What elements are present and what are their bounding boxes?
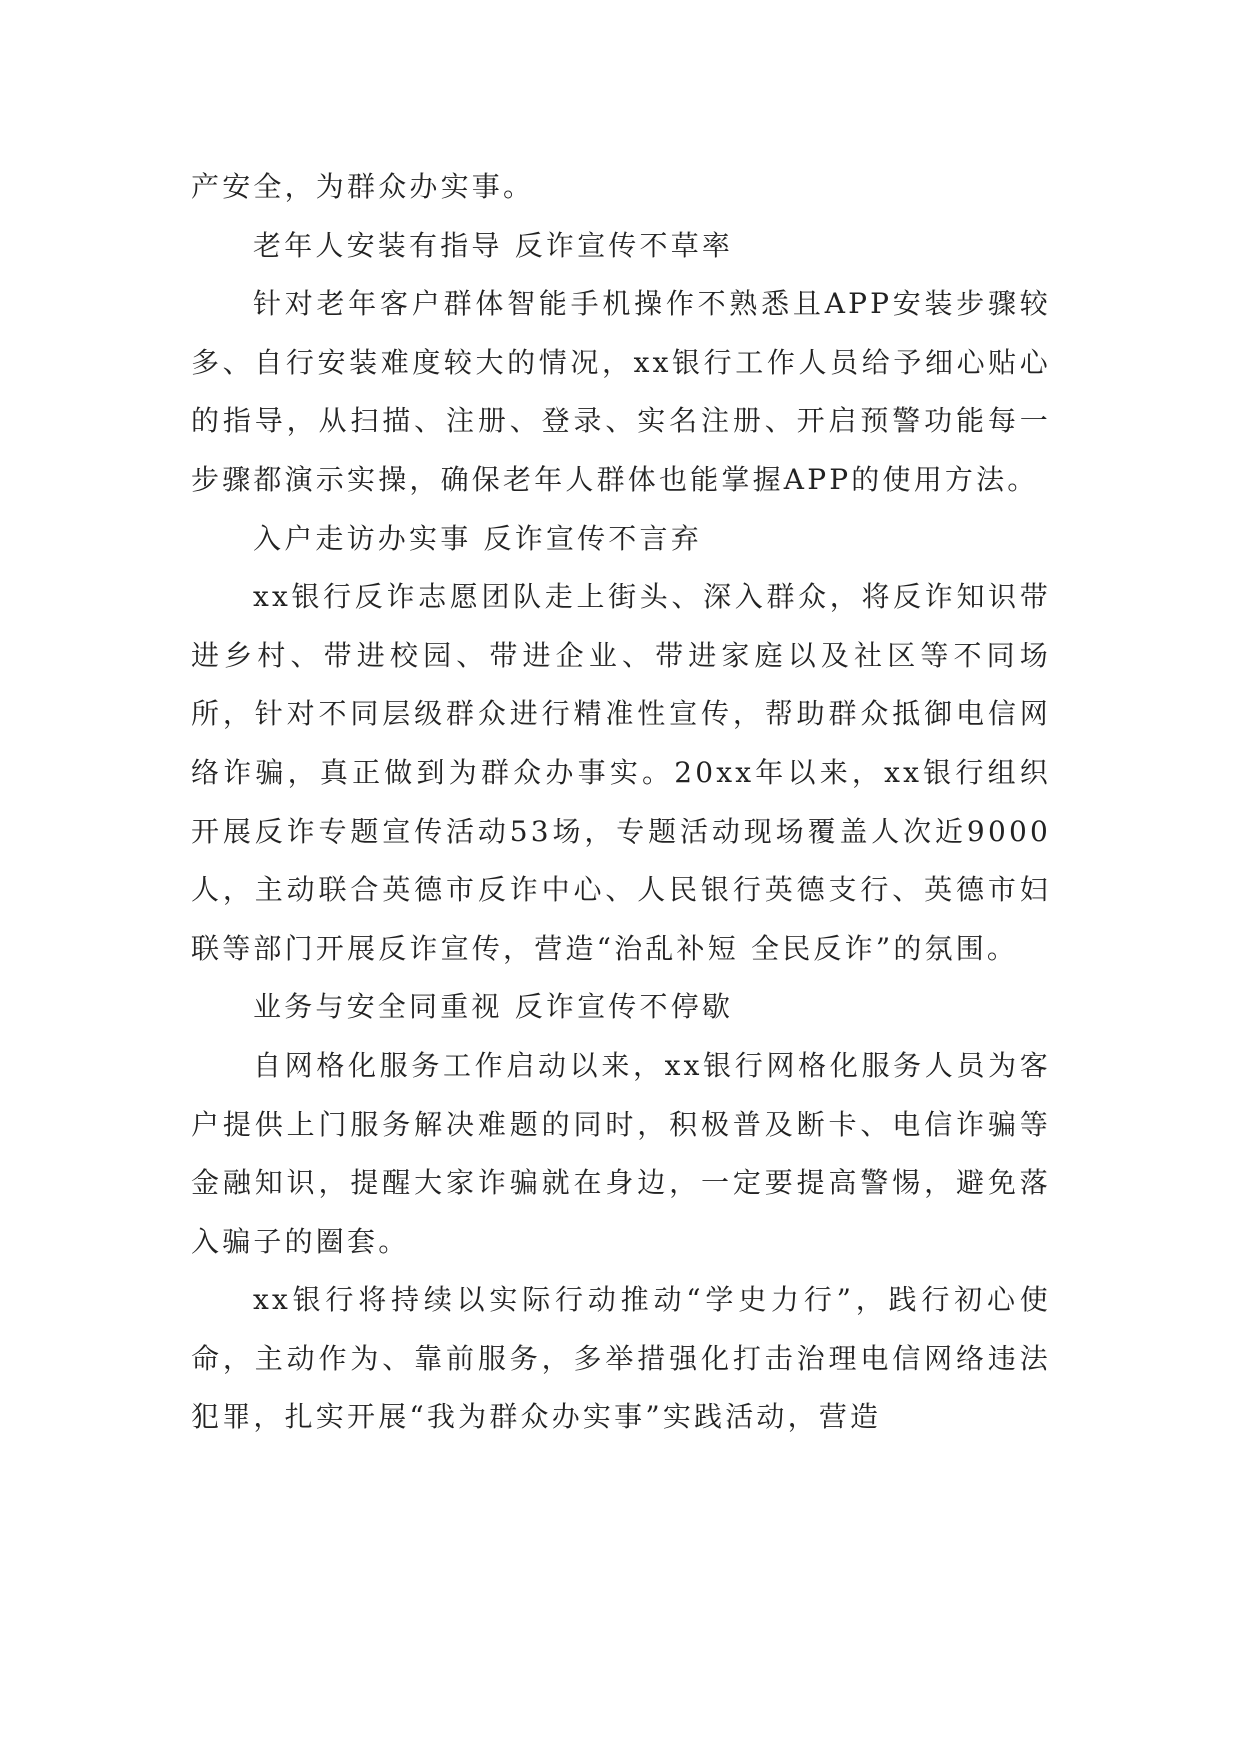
section-heading-home-visits: 入户走访办实事 反诈宣传不言弃 xyxy=(253,521,702,555)
body-paragraph-elderly-guidance: 针对老年客户群体智能手机操作不熟悉且APP安装步骤较多、自行安装难度较大的情况，xx银行工作人员给予细心贴心的指导，从扫描、注册、登录、实名注册、开启预警功能每一步骤都演示实操，确保老年人群体也能掌握APP的使用方法。 xyxy=(191,287,1051,496)
document-body xyxy=(191,158,1051,1447)
body-paragraph-home-visits: xx银行反诈志愿团队走上街头、深入群众，将反诈知识带进乡村、带进校园、带进企业、带进家庭以及社区等不同场所，针对不同层级群众进行精准性宣传，帮助群众抵御电信网络诈骗，真正做到为群众办事实。20xx年以来，xx银行组织开展反诈专题宣传活动53场，专题活动现场覆盖人次近9000人，主动联合英德市反诈中心、人民银行英德支行、英德市妇联等部门开展反诈宣传，营造“治乱补短 全民反诈”的氛围。 xyxy=(191,580,1051,965)
body-paragraph-closing: xx银行将持续以实际行动推动“学史力行”，践行初心使命，主动作为、靠前服务，多举措强化打击治理电信网络违法犯罪，扎实开展“我为群众办实事”实践活动，营造 xyxy=(191,1283,1051,1434)
continuation-paragraph: 产安全，为群众办实事。 xyxy=(191,170,535,203)
section-heading-elderly-guidance: 老年人安装有指导 反诈宣传不草率 xyxy=(253,228,734,262)
body-paragraph-grid-service: 自网格化服务工作启动以来，xx银行网格化服务人员为客户提供上门服务解决难题的同时，积极普及断卡、电信诈骗等金融知识，提醒大家诈骗就在身边，一定要提高警惕，避免落入骗子的圈套。 xyxy=(191,1048,1051,1258)
section-heading-business-security: 业务与安全同重视 反诈宣传不停歇 xyxy=(253,990,734,1024)
